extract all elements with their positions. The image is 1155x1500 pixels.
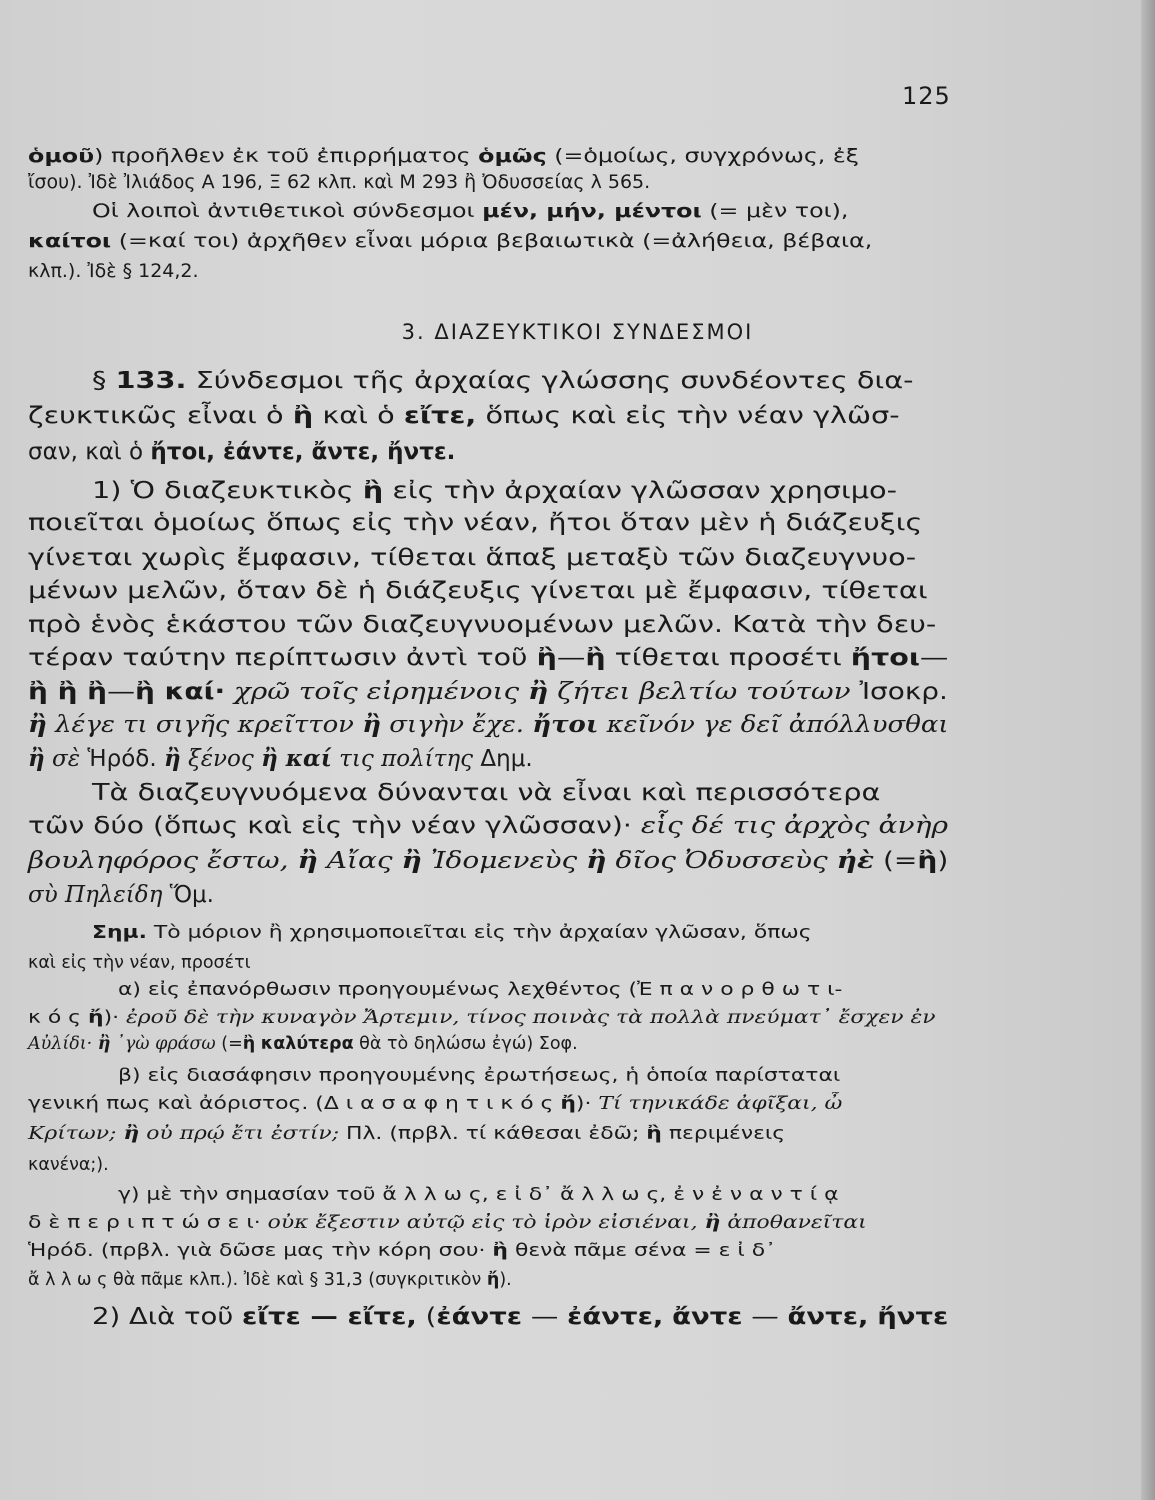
text-line: 2) Διὰ τοῦ εἴτε — εἴτε, (ἐάντε — ἐάντε, ἄντε — ἄντε, ἤντε <box>92 1304 949 1330</box>
text-line: τῶν δύο (ὅπως καὶ εἰς τὴν νέαν γλῶσσαν)· εἷς δέ τις ἀρχὸς ἀνὴρ <box>28 813 949 839</box>
text-line: καὶ εἰς τὴν νέαν, προσέτι <box>28 953 251 973</box>
text-line: καίτοι (=καί τοι) ἀρχῆθεν εἶναι μόρια βεβαιωτικὰ (=ἀλήθεια, βέβαια, <box>28 230 873 252</box>
text-line: κανένα;). <box>28 1155 109 1175</box>
text-line: ἢ σὲ Ἡρόδ. ἢ ξένος ἢ καί τις πολίτης Δημ. <box>28 745 533 772</box>
text-line: βουληφόρος ἔστω, ἢ Αἴας ἢ Ἰδομενεὺς ἢ δῖος Ὀδυσσεὺς ἠὲ (=ἢ) <box>28 847 949 874</box>
text-line: ἢ λέγε τι σιγῆς κρεῖττον ἢ σιγὴν ἔχε. ἤτοι κεῖνόν γε δεῖ ἀπόλλυσθαι <box>28 711 949 738</box>
text-line: τέραν ταύτην περίπτωσιν ἀντὶ τοῦ ἢ—ἢ τίθεται προσέτι ἤτοι— <box>28 645 949 671</box>
text-line: Σημ. Τὸ μόριον ἢ χρησιμοποιεῖται εἰς τὴν ἀρχαίαν γλῶσαν, ὅπως <box>92 923 812 943</box>
text-line: ἢ ἢ ἢ—ἢ καί· χρῶ τοῖς εἰρημένοις ἢ ζήτει βελτίω τούτων Ἰσοκρ. <box>28 678 948 705</box>
page-spine-shadow <box>1141 0 1155 1500</box>
section-heading: 3. ΔΙΑΖΕΥΚΤΙΚΟΙ ΣΥΝΔΕΣΜΟΙ <box>401 320 754 344</box>
text-line: γίνεται χωρὶς ἔμφασιν, τίθεται ἅπαξ μεταξὺ τῶν διαζευγνυο- <box>28 545 917 571</box>
text-line: Ἡρόδ. (πρβλ. γιὰ δῶσε μας τὴν κόρη σου· ἢ θενὰ πᾶμε σένα = ε ἰ δ᾽ <box>28 1241 777 1261</box>
text-line: α) εἰς ἐπανόρθωσιν προηγουμένως λεχθέντος (Ἐ π α ν ο ρ θ ω τ ι- <box>118 980 843 1000</box>
text-line: κ ό ς ἤ)· ἐροῦ δὲ τὴν κυναγὸν Ἄρτεμιν, τίνος ποινὰς τὰ πολλὰ πνεύματ᾽ ἔσχεν ἐν <box>28 1008 936 1028</box>
text-line: ἴσου). Ἰδὲ Ἰλιάδος Α 196, Ξ 62 κλπ. καὶ Μ 293 ἢ Ὀδυσσείας λ 565. <box>28 171 651 193</box>
text-line: β) εἰς διασάφησιν προηγουμένης ἐρωτήσεως, ἡ ὁποία παρίσταται <box>118 1066 841 1086</box>
page-number: 125 <box>902 82 951 110</box>
text-line: § 133. Σύνδεσμοι τῆς ἀρχαίας γλώσσης συνδέοντες δια- <box>92 368 914 394</box>
text-line: γενική πως καὶ ἀόριστος. (Δ ι α σ α φ η τ ι κ ό ς ἤ)· Τί τηνικάδε ἀφῖξαι, ὦ <box>28 1094 843 1114</box>
text-line: ζευκτικῶς εἶναι ὁ ἢ καὶ ὁ εἴτε, ὅπως καὶ εἰς τὴν νέαν γλῶσ- <box>28 403 900 429</box>
text-line: ποιεῖται ὁμοίως ὅπως εἰς τὴν νέαν, ἤτοι ὅταν μὲν ἡ διάζευξις <box>28 510 923 536</box>
text-line: Τὰ διαζευγνυόμενα δύνανται νὰ εἶναι καὶ περισσότερα <box>92 780 881 806</box>
text-line: γ) μὲ τὴν σημασίαν τοῦ ἄ λ λ ω ς, ε ἰ δ᾽ ἄ λ λ ω ς, ἐ ν ἐ ν α ν τ ί ᾳ <box>118 1185 839 1205</box>
text-line: Οἱ λοιποὶ ἀντιθετικοὶ σύνδεσμοι μέν, μήν, μέντοι (= μὲν τοι), <box>92 200 849 222</box>
text-line: σαν, καὶ ὁ ἤτοι, ἐάντε, ἄντε, ἤντε. <box>28 439 456 465</box>
text-line: σὺ Πηλείδη Ὅμ. <box>28 882 214 908</box>
text-line: 1) Ὁ διαζευκτικὸς ἢ εἰς τὴν ἀρχαίαν γλῶσσαν χρησιμο- <box>92 478 898 504</box>
text-line: δ ὲ π ε ρ ι π τ ώ σ ε ι· οὐκ ἔξεστιν αὐτῷ εἰς τὸ ἱρὸν εἰσιέναι, ἢ ἀποθανεῖται <box>28 1213 867 1233</box>
text-line: ἄ λ λ ω ς θὰ πᾶμε κλπ.). Ἰδὲ καὶ § 31,3 (συγκριτικὸν ἤ). <box>28 1270 512 1290</box>
text-line: Αὐλίδι· ἢ ᾽γὼ φράσω (=ἢ καλύτερα θὰ τὸ δηλώσω ἐγώ) Σοφ. <box>28 1034 578 1054</box>
text-line: μένων μελῶν, ὅταν δὲ ἡ διάζευξις γίνεται μὲ ἔμφασιν, τίθεται <box>28 578 928 604</box>
text-line: ὁμοῦ) προῆλθεν ἐκ τοῦ ἐπιρρήματος ὁμῶς (=ὁμοίως, συγχρόνως, ἐξ <box>28 145 859 167</box>
text-line: Κρίτων; ἢ οὐ πρῴ ἔτι ἐστίν; Πλ. (πρβλ. τί κάθεσαι ἐδῶ; ἢ περιμένεις <box>28 1124 786 1144</box>
text-line: πρὸ ἑνὸς ἑκάστου τῶν διαζευγνυομένων μελῶν. Κατὰ τὴν δευ- <box>28 612 937 638</box>
text-line: κλπ.). Ἰδὲ § 124,2. <box>28 260 199 282</box>
